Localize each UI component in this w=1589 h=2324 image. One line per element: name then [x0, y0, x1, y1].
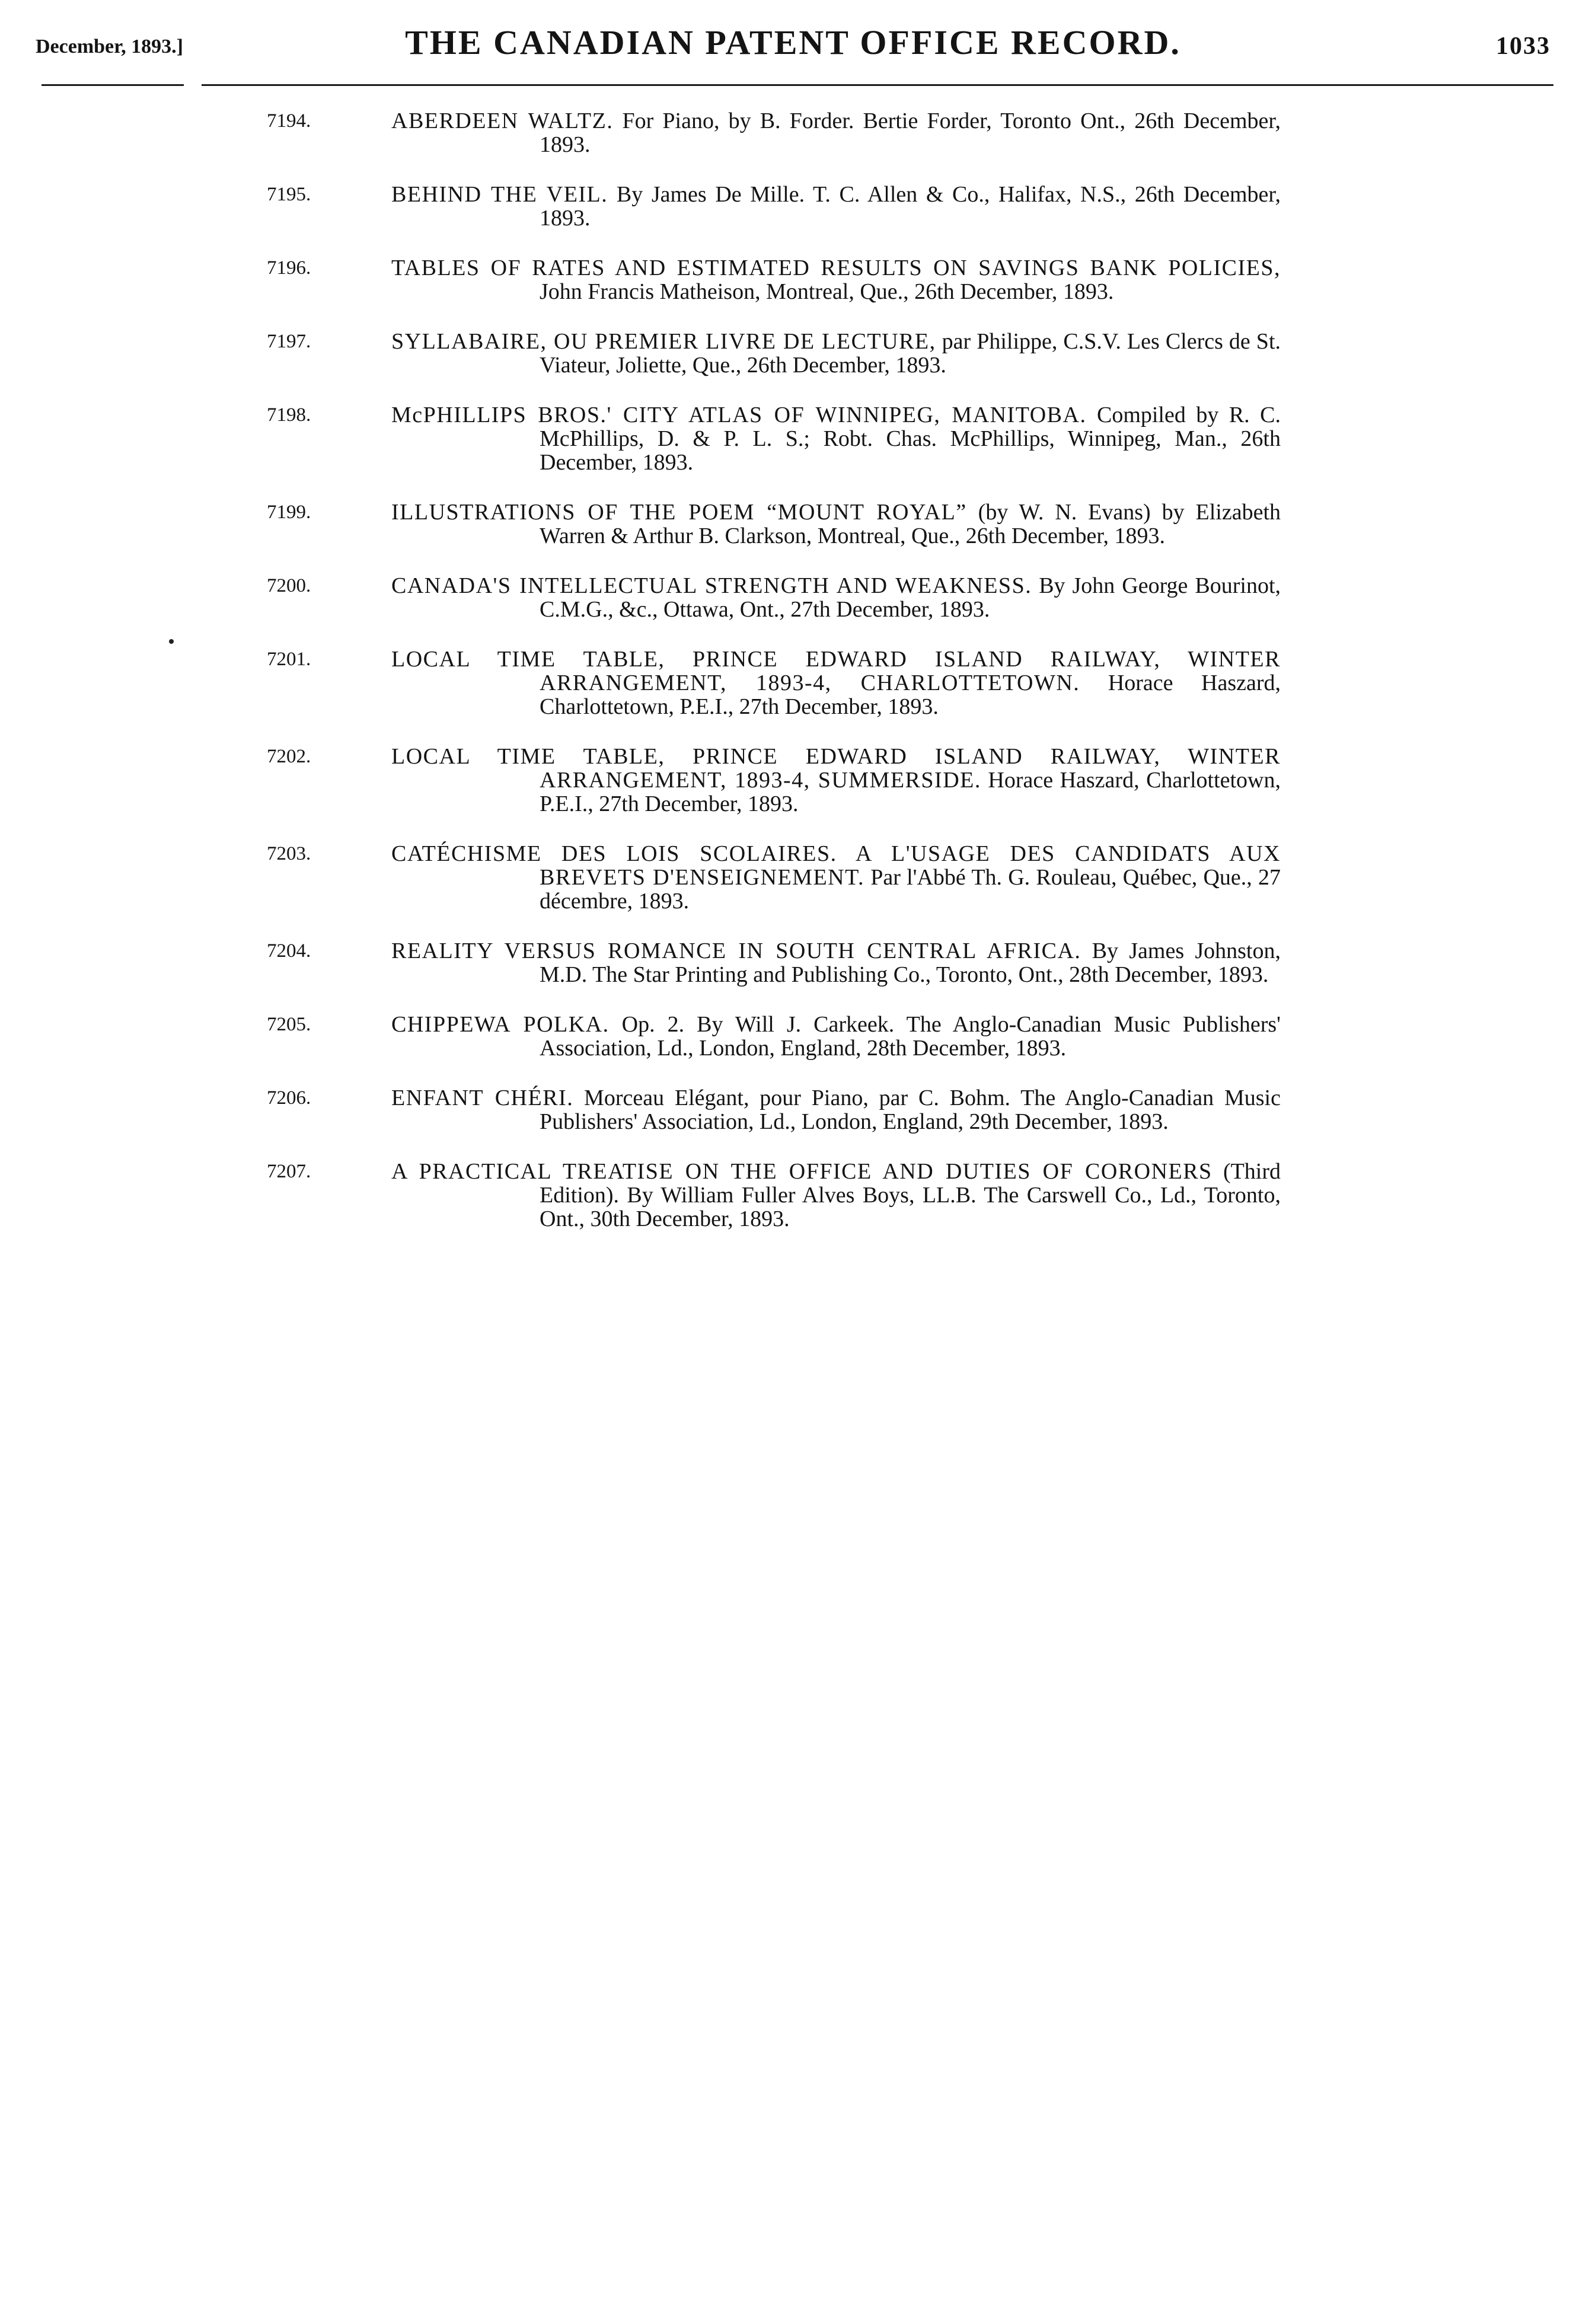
entry [267, 841, 1281, 914]
entry [267, 1159, 1281, 1231]
entry-title: CATÉCHISME DES LOIS SCOLAIRES. A L'USAGE DES CANDIDATS AUX BREVETS D'ENSEIGNEMENT. [391, 841, 1281, 890]
entry-number: 7194. [267, 110, 311, 132]
entry [267, 1086, 1281, 1134]
entry-number: 7204. [267, 940, 311, 962]
entry-text [391, 500, 1281, 548]
entry-list [267, 108, 1281, 1257]
entry-number: 7197. [267, 331, 311, 352]
entry-number: 7203. [267, 843, 311, 864]
entry-details: par Philippe, C.S.V. Les Clercs de St. Viateur, Joliette, Que., 26th December, 1893. [540, 329, 1281, 378]
running-header [36, 23, 1550, 70]
entry-title: BEHIND THE VEIL. [391, 182, 608, 207]
entry [267, 500, 1281, 548]
entry-title: ILLUSTRATIONS OF THE POEM “MOUNT ROYAL” [391, 500, 967, 525]
entry [267, 938, 1281, 987]
entry-details: John Francis Matheison, Montreal, Que., 26th December, 1893. [540, 279, 1114, 304]
entry-details: (Third Edition). By William Fuller Alves Boys, LL.B. The Carswell Co., Ld., Toronto, Ont., 30th December, 1893. [540, 1159, 1281, 1231]
entry-text [391, 403, 1281, 474]
entry-title: ABERDEEN WALTZ. [391, 108, 614, 133]
entry-details: For Piano, by B. Forder. Bertie Forder, Toronto Ont., 26th December, 1893. [540, 108, 1281, 157]
entry-details: By James Johnston, M.D. The Star Printing and Publishing Co., Toronto, Ont., 28th December, 1893. [540, 938, 1281, 987]
header-rule-right [202, 84, 1553, 86]
page-number: 1033 [1496, 33, 1550, 60]
entry-title: CANADA'S INTELLECTUAL STRENGTH AND WEAKNESS. [391, 573, 1032, 598]
entry-title: CHIPPEWA POLKA. [391, 1012, 610, 1037]
entry-title: LOCAL TIME TABLE, PRINCE EDWARD ISLAND RAILWAY, WINTER ARRANGEMENT, 1893-4, SUMMERSIDE. [391, 744, 1281, 793]
entry-title: ENFANT CHÉRI. [391, 1086, 574, 1110]
entry-number: 7201. [267, 649, 311, 670]
entry-number: 7195. [267, 184, 311, 205]
entry-details: Horace Haszard, Charlottetown, P.E.I., 27th December, 1893. [540, 671, 1281, 719]
entry [267, 182, 1281, 231]
entry-details: Horace Haszard, Charlottetown, P.E.I., 27th December, 1893. [540, 768, 1281, 816]
entry-number: 7205. [267, 1014, 311, 1035]
entry-details: By James De Mille. T. C. Allen & Co., Halifax, N.S., 26th December, 1893. [540, 182, 1281, 231]
entry [267, 573, 1281, 622]
entry [267, 108, 1281, 157]
entry-text [391, 647, 1281, 719]
entry-title: McPHILLIPS BROS.' CITY ATLAS OF WINNIPEG, MANITOBA. [391, 403, 1087, 427]
entry-details: Op. 2. By Will J. Carkeek. The Anglo-Canadian Music Publishers' Association, Ld., London, England, 28th December, 1893. [540, 1012, 1281, 1061]
entry [267, 403, 1281, 475]
entry [267, 329, 1281, 378]
entry-text [391, 330, 1281, 377]
entry-number: 7198. [267, 404, 311, 426]
entry-text [391, 256, 1281, 304]
entry-text [391, 842, 1281, 913]
entry-details: (by W. N. Evans) by Elizabeth Warren & Arthur B. Clarkson, Montreal, Que., 26th December, 1893. [540, 500, 1281, 548]
entry-title: A PRACTICAL TREATISE ON THE OFFICE AND DUTIES OF CORONERS [391, 1159, 1213, 1184]
entry [267, 1012, 1281, 1061]
entry [267, 256, 1281, 304]
entry-details: Compiled by R. C. McPhillips, D. & P. L. S.; Robt. Chas. McPhillips, Winnipeg, Man., 26th December, 1893. [540, 403, 1281, 475]
entry-title: TABLES OF RATES AND ESTIMATED RESULTS ON SAVINGS BANK POLICIES, [391, 256, 1281, 280]
entry-title: LOCAL TIME TABLE, PRINCE EDWARD ISLAND RAILWAY, WINTER ARRANGEMENT, 1893-4, CHARLOTTETOWN. [391, 647, 1281, 695]
entry-number: 7196. [267, 257, 311, 279]
entry-details: Morceau Elégant, pour Piano, par C. Bohm. The Anglo-Canadian Music Publishers' Association, Ld., London, England, 29th December, 1893. [540, 1086, 1281, 1134]
entry-number: 7207. [267, 1161, 311, 1182]
header-title: THE CANADIAN PATENT OFFICE RECORD. [405, 23, 1181, 62]
entry-text [391, 109, 1281, 157]
entry-details: Par l'Abbé Th. G. Rouleau, Québec, Que., 27 décembre, 1893. [540, 865, 1281, 914]
entry-text [391, 574, 1281, 621]
entry-text [391, 183, 1281, 230]
margin-dot [169, 639, 174, 644]
entry-number: 7206. [267, 1087, 311, 1109]
entry-text [391, 1013, 1281, 1060]
header-date: December, 1893.] [36, 36, 183, 58]
entry-text [391, 745, 1281, 816]
entry [267, 744, 1281, 816]
entry-text [391, 1086, 1281, 1134]
entry-number: 7200. [267, 575, 311, 596]
entry-text [391, 1160, 1281, 1231]
entry [267, 647, 1281, 719]
entry-number: 7199. [267, 502, 311, 523]
entry-number: 7202. [267, 746, 311, 767]
entry-title: SYLLABAIRE, OU PREMIER LIVRE DE LECTURE, [391, 329, 936, 354]
entry-title: REALITY VERSUS ROMANCE IN SOUTH CENTRAL AFRICA. [391, 938, 1081, 963]
entry-details: By John George Bourinot, C.M.G., &c., Ottawa, Ont., 27th December, 1893. [540, 573, 1281, 622]
entry-text [391, 939, 1281, 987]
header-rule-left [42, 84, 184, 86]
